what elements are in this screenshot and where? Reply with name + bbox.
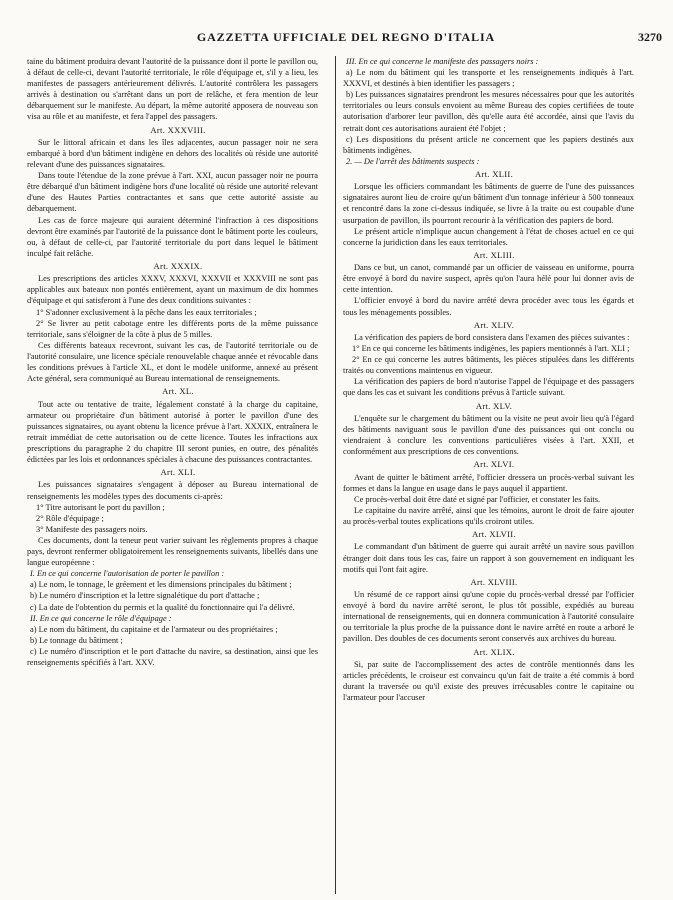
paragraph: Le commandant d'un bâtiment de guerre qui aurait arrêté un navire sous pavillon étranger doit dans tous les cas, faire un rapport à son gouvernement en indiquant les motifs qui l'ont fait agire. [343, 542, 634, 574]
paragraph: 2. — De l'arrêt des bâtiments suspects : [346, 156, 480, 166]
article-heading: Art. XXXVIII. [150, 124, 206, 135]
paragraph: L'officier envoyé à bord du navire arrêté devra procéder avec tous les égards et tous les ménagements possibles. [343, 296, 634, 317]
paragraph: Un résumé de ce rapport ainsi qu'une copie du procès-verbal dressé par l'officier envoyé à bord du navire arrêté seront, le plus tôt possible, expédiés au bureau international de renseignements, qui en donnera communication à l'autorité consulaire ou territoriale la plus proche de la puissance dont le navire arrêté en route a arboré le pavillon. Des doubles de ces documents seront conservés aux archives du bureau. [343, 590, 634, 644]
right-column [343, 56, 634, 886]
paragraph: I. En ce qui concerne l'autorisation de porter le pavillon : [30, 569, 225, 579]
article-heading: Art. XLVII. [472, 529, 516, 540]
article-heading: Art. XLIX. [473, 646, 515, 657]
paragraph: Si, par suite de l'accomplissement des actes de contrôle mentionnés dans les articles précédents, le croiseur est convaincu qu'un fait de traite a été commis à bord durant la traversée ou qu'il existe des preuves irrécusables contre le capitaine ou l'armateur pour l'accuser [343, 659, 634, 703]
paragraph: Le capitaine du navire arrêté, ainsi que les témoins, auront le droit de faire ajouter au procès-verbal toutes explications qu'ils croiront utiles. [343, 505, 634, 526]
left-column [27, 56, 318, 886]
paragraph: a) Le nom du bâtiment qui les transporte et les renseignements indiqués à l'art. XXXVI, et destinés à bien identifier les passagers ; [343, 68, 634, 89]
paragraph: Dans ce but, un canot, commandé par un officier de vaisseau en uniforme, pourra être envoyé à bord du navire suspect, après qu'on l'aura hélé pour lui donner avis de cette intention. [343, 263, 634, 295]
paragraph: b) Le tonnage du bâtiment ; [30, 635, 123, 645]
paragraph: Ces différents bateaux recevront, suivant les cas, de l'autorité territoriale ou de l'autorité consulaire, une licence spéciale renouvelable chaque année et révocable dans les conditions prévues à l'article XL, et dont le modèle uniforme, annexé au présent Acte général, sera communiqué au Bureau international de renseignements. [27, 340, 318, 384]
paragraph: Les cas de force majeure qui auraient déterminé l'infraction à ces dispositions devront être examinés par l'autorité de la puissance dont le bâtiment porte les couleurs, ou, à défaut de celle-ci, par l'autorité territoriale du port dans lequel le bâtiment inculpé fait relâche. [27, 215, 318, 258]
article-heading: Art. XLVI. [473, 459, 515, 470]
paragraph: La vérification des papiers de bord n'autorise l'appel de l'équipage et des passagers que dans les cas et suivant les conditions prévus à l'article suivant. [343, 377, 634, 398]
paragraph: Le présent article n'implique aucun changement à l'état de choses actuel en ce qui concerne la juridiction dans les eaux territoriales. [343, 226, 634, 247]
paragraph: 1° Titre autorisant le port du pavillon ; [36, 502, 165, 512]
article-heading: Art. XXXIX. [153, 260, 203, 271]
paragraph: 2° Se livrer au petit cabotage entre les différents ports de la même puissance territoriale, sans s'éloigner de la côte à plus de 5 milles. [27, 318, 318, 339]
article-heading: Art. XLI. [160, 467, 196, 478]
paragraph: c) La date de l'obtention du permis et la qualité du fonctionnaire qui l'a délivré. [30, 602, 295, 612]
article-heading: Art. XLV. [475, 400, 513, 411]
paragraph: c) Les dispositions du présent article ne concernent que les papiers destinés aux bâtiments indigènes. [343, 134, 634, 155]
article-heading: Art. XLII. [474, 168, 514, 179]
paragraph: Tout acte ou tentative de traite, légalement constaté à la charge du capitaine, armateur ou propriétaire d'un bâtiment autorisé à porter le pavillon d'une des puissances signataires, ou ayant obtenu la licence prévue à l'art. XXXIX, entraînera le retrait immédiat de cette autorisation ou de cette licence. Toutes les infractions aux prescriptions du paragraphe 2 du chapitre III seront punies, en outre, des pénalités édictées par les lois et ordonnances spéciales à chacune des puissances contractantes. [27, 399, 318, 465]
paragraph: Ces documents, dont la teneur peut varier suivant les règlements propres à chaque pays, devront renfermer obligatoirement les renseignements suivants, libellés dans une langue européenne : [27, 535, 318, 568]
paragraph: 3° Manifeste des passagers noirs. [36, 524, 148, 534]
article-heading: Art. XLIV. [473, 319, 515, 330]
paragraph: 1° En ce qui concerne les bâtiments indigènes, les papiers mentionnés à l'art. XLI ; [352, 344, 630, 354]
paragraph: a) Le nom, le tonnage, le gréement et les dimensions principales du bâtiment ; [30, 580, 292, 590]
paragraph: 1° S'adonner exclusivement à la pêche dans les eaux territoriales ; [36, 307, 257, 317]
paragraph: b) Le numéro d'inscription et la lettre signalétique du port d'attache ; [30, 591, 260, 601]
article-heading: Art. XLVIII. [470, 576, 518, 587]
column-divider [335, 56, 336, 894]
paragraph: 2° En ce qui concerne les autres bâtiments, les pièces stipulées dans les différents traités ou conventions maintenus en vigueur. [343, 355, 634, 376]
article-heading: Art. XLIII. [473, 249, 515, 260]
paragraph: L'enquête sur le chargement du bâtiment ou la visite ne peut avoir lieu qu'à l'égard des bâtiments naviguant sous le pavillon d'une des puissances qui ont conclu ou viendraient à conclure les conventions particulières visées à l'art. XXII, et conformément aux prescriptions de ces conventions. [343, 413, 634, 457]
paragraph: c) Le numéro d'inscription et le port d'attache du navire, sa destination, ainsi que les renseignements spécifiés à l'art. XXV. [27, 646, 318, 667]
paragraph: Lorsque les officiers commandant les bâtiments de guerre de l'une des puissances signataires auront lieu de croire qu'un bâtiment d'un tonnage inférieur à 500 tonneaux et rencontré dans la zone ci-dessus indiquée, se livre à la traite ou est coupable d'une usurpation de pavillon, ils pourront recourir à la vérification des papiers de bord. [343, 182, 634, 225]
paragraph: Sur le littoral africain et dans les îles adjacentes, aucun passager noir ne sera embarqué à bord d'un bâtiment indigène en dehors des localités où réside une autorité relevant d'une des puissances signataires. [27, 137, 318, 170]
paragraph: 2° Rôle d'équipage ; [36, 513, 104, 523]
article-heading: Art. XL. [162, 386, 194, 397]
gazette-title: GAZZETTA UFFICIALE DEL REGNO D'ITALIA [196, 30, 496, 44]
paragraph: Les prescriptions des articles XXXV, XXXVI, XXXVII et XXXVIII ne sont pas applicables aux bateaux non pontés entièrement, ayant un maximum de dix hommes d'équipage et qui satisferont à l'une des deux conditions suivantes : [27, 274, 318, 306]
paragraph: III. En ce qui concerne le manifeste des passagers noirs : [346, 57, 539, 66]
page-number: 3270 [638, 30, 662, 44]
paragraph: Les puissances signataires s'engagent à déposer au Bureau international de renseignements les modèles types des documents ci-après: [27, 480, 318, 501]
paragraph: b) Les puissances signataires prendront les mesures nécessaires pour que les autorités territoriales ou leurs consuls envoient au même Bureau des copies certifiées de toute autorisation d'arborer leur pavillon, dès qu'elle aura été accordée, ainsi que l'avis du retrait dont ces autorisations auraient été l'objet ; [343, 90, 634, 133]
paragraph: Avant de quitter le bâtiment arrêté, l'officier dressera un procès-verbal suivant les formes et dans la langue en usage dans le pays auquel il appartient. [343, 472, 634, 493]
paragraph: Ce procès-verbal doit être daté et signé par l'officier, et constater les faits. [354, 494, 601, 504]
paragraph: taine du bâtiment produira devant l'autorité de la puissance dont il porte le pavillon ou, à défaut de celle-ci, devant l'autorité territoriale, le rôle d'équipage et, s'il y a lieu, les manifestes de passagers antérieurement délivrés. L'autorité contrôlera les passagers arrivés à destination ou s'arrêtant dans un port de relâche, et fera mention de leur débarquement sur le manifeste. Au départ, la même autorité apposera de nouveau son visa au rôle et au manifeste, et fera l'appel des passagers. [27, 57, 318, 122]
paragraph: II. En ce qui concerne le rôle d'équipage : [30, 613, 172, 623]
paragraph: a) Le nom du bâtiment, du capitaine et de l'armateur ou des propriétaires ; [30, 624, 278, 634]
paragraph: La vérification des papiers de bord consistera dans l'examen des pièces suivantes : [354, 333, 630, 342]
page-header [30, 30, 662, 50]
paragraph: Dans toute l'étendue de la zone prévue à l'art. XXI, aucun passager noir ne pourra être débarqué d'un bâtiment indigène hors d'une localité où réside une autorité relevant d'une des Hautes Parties contractantes et sans que cette autorité assiste au débarquement. [27, 171, 318, 214]
